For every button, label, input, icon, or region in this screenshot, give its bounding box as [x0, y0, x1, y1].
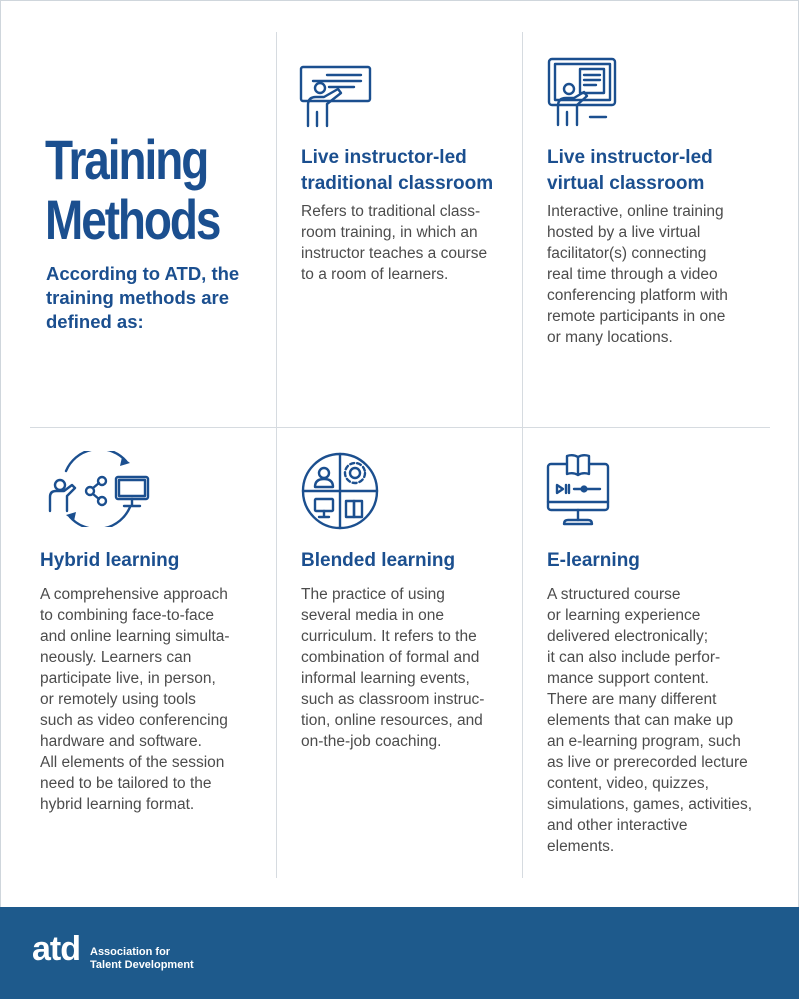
description-line: There are many different — [547, 691, 717, 708]
description-line: conferencing platform with — [547, 287, 728, 304]
divider-vertical-2 — [522, 32, 523, 878]
intro-subtitle-line: the training methods — [46, 263, 240, 308]
method-heading — [547, 548, 640, 574]
description-line: and other interactive — [547, 817, 688, 834]
description-line: instructor teaches a course — [301, 245, 488, 262]
virtual-classroom-monitor-icon — [546, 57, 620, 129]
method-heading-line: virtual classroom — [547, 173, 705, 194]
description-line: The practice of using — [301, 586, 445, 603]
description-line: mance support content. — [547, 670, 709, 687]
description-line: hosted by a live virtual — [547, 224, 701, 241]
description-line: All elements of the session — [40, 754, 225, 771]
description-line: real time through a video — [547, 266, 718, 283]
description-line: such as classroom instruc- — [301, 691, 485, 708]
description-line: such as video conferencing — [40, 712, 228, 729]
description-line: neously. Learners can — [40, 649, 192, 666]
intro-subtitle-line: According to ATD, — [46, 263, 207, 284]
description-line: remote participants in one — [547, 308, 726, 325]
description-line: several media in one — [301, 607, 445, 624]
description-line: to a room of learners. — [301, 266, 449, 283]
description-line: as live or prerecorded lecture — [547, 754, 748, 771]
method-heading-line: traditional classroom — [301, 173, 494, 194]
description-line: or learning experience — [547, 607, 701, 624]
method-heading — [301, 548, 455, 574]
description-line: Interactive, online training — [547, 203, 724, 220]
description-line: elements that can make up — [547, 712, 734, 729]
description-line: hybrid learning format. — [40, 796, 195, 813]
description-line: an e-learning program, such — [547, 733, 741, 750]
page-title-line: Training — [45, 128, 208, 191]
description-line: hardware and software. — [40, 733, 202, 750]
intro-subtitle-line: are defined as: — [46, 287, 229, 332]
description-line: content, video, quizzes, — [547, 775, 709, 792]
method-heading-line: Live instructor-led — [301, 147, 467, 168]
method-description — [547, 584, 752, 857]
description-line: room training, in which an — [301, 224, 478, 241]
description-line: combination of formal and — [301, 649, 480, 666]
description-line: informal learning events, — [301, 670, 470, 687]
divider-horizontal — [30, 427, 770, 428]
organization-name-line: Association for — [90, 946, 171, 958]
method-description — [301, 201, 487, 285]
description-line: facilitator(s) connecting — [547, 245, 707, 262]
method-heading — [40, 548, 179, 574]
method-description — [301, 584, 484, 752]
description-line: it can also include perfor- — [547, 649, 721, 666]
description-line: delivered electronically; — [547, 628, 709, 645]
description-line: curriculum. It refers to the — [301, 628, 477, 645]
description-line: or many locations. — [547, 329, 673, 346]
method-heading-line: Live instructor-led — [547, 147, 713, 168]
intro-subtitle — [46, 262, 276, 334]
description-line: or remotely using tools — [40, 691, 196, 708]
description-line: participate live, in person, — [40, 670, 216, 687]
description-line: A comprehensive approach — [40, 586, 228, 603]
description-line: need to be tailored to the — [40, 775, 212, 792]
method-heading-line: Blended learning — [301, 550, 456, 571]
description-line: to combining face-to-face — [40, 607, 215, 624]
hybrid-learning-share-icon — [46, 451, 152, 527]
method-heading — [301, 145, 493, 197]
description-line: elements. — [547, 838, 615, 855]
description-line: Refers to traditional class- — [301, 203, 481, 220]
description-line: tion, online resources, and — [301, 712, 483, 729]
atd-logo-mark: atd — [32, 930, 80, 968]
blended-learning-quadrant-icon — [300, 451, 380, 531]
divider-vertical-1 — [276, 32, 277, 878]
method-description — [547, 201, 728, 348]
description-line: on-the-job coaching. — [301, 733, 442, 750]
description-line: simulations, games, activities, — [547, 796, 753, 813]
elearning-monitor-book-icon — [546, 452, 610, 532]
description-line: A structured course — [547, 586, 681, 603]
method-heading-line: Hybrid learning — [40, 550, 180, 571]
method-heading — [547, 145, 713, 197]
organization-name — [90, 946, 194, 972]
method-heading-line: E-learning — [547, 550, 640, 571]
method-description — [40, 584, 230, 815]
description-line: and online learning simulta- — [40, 628, 230, 645]
organization-name-line: Talent Development — [90, 959, 194, 971]
page-title — [45, 130, 219, 250]
page-title-line: Methods — [45, 188, 220, 251]
classroom-whiteboard-icon — [299, 64, 373, 130]
